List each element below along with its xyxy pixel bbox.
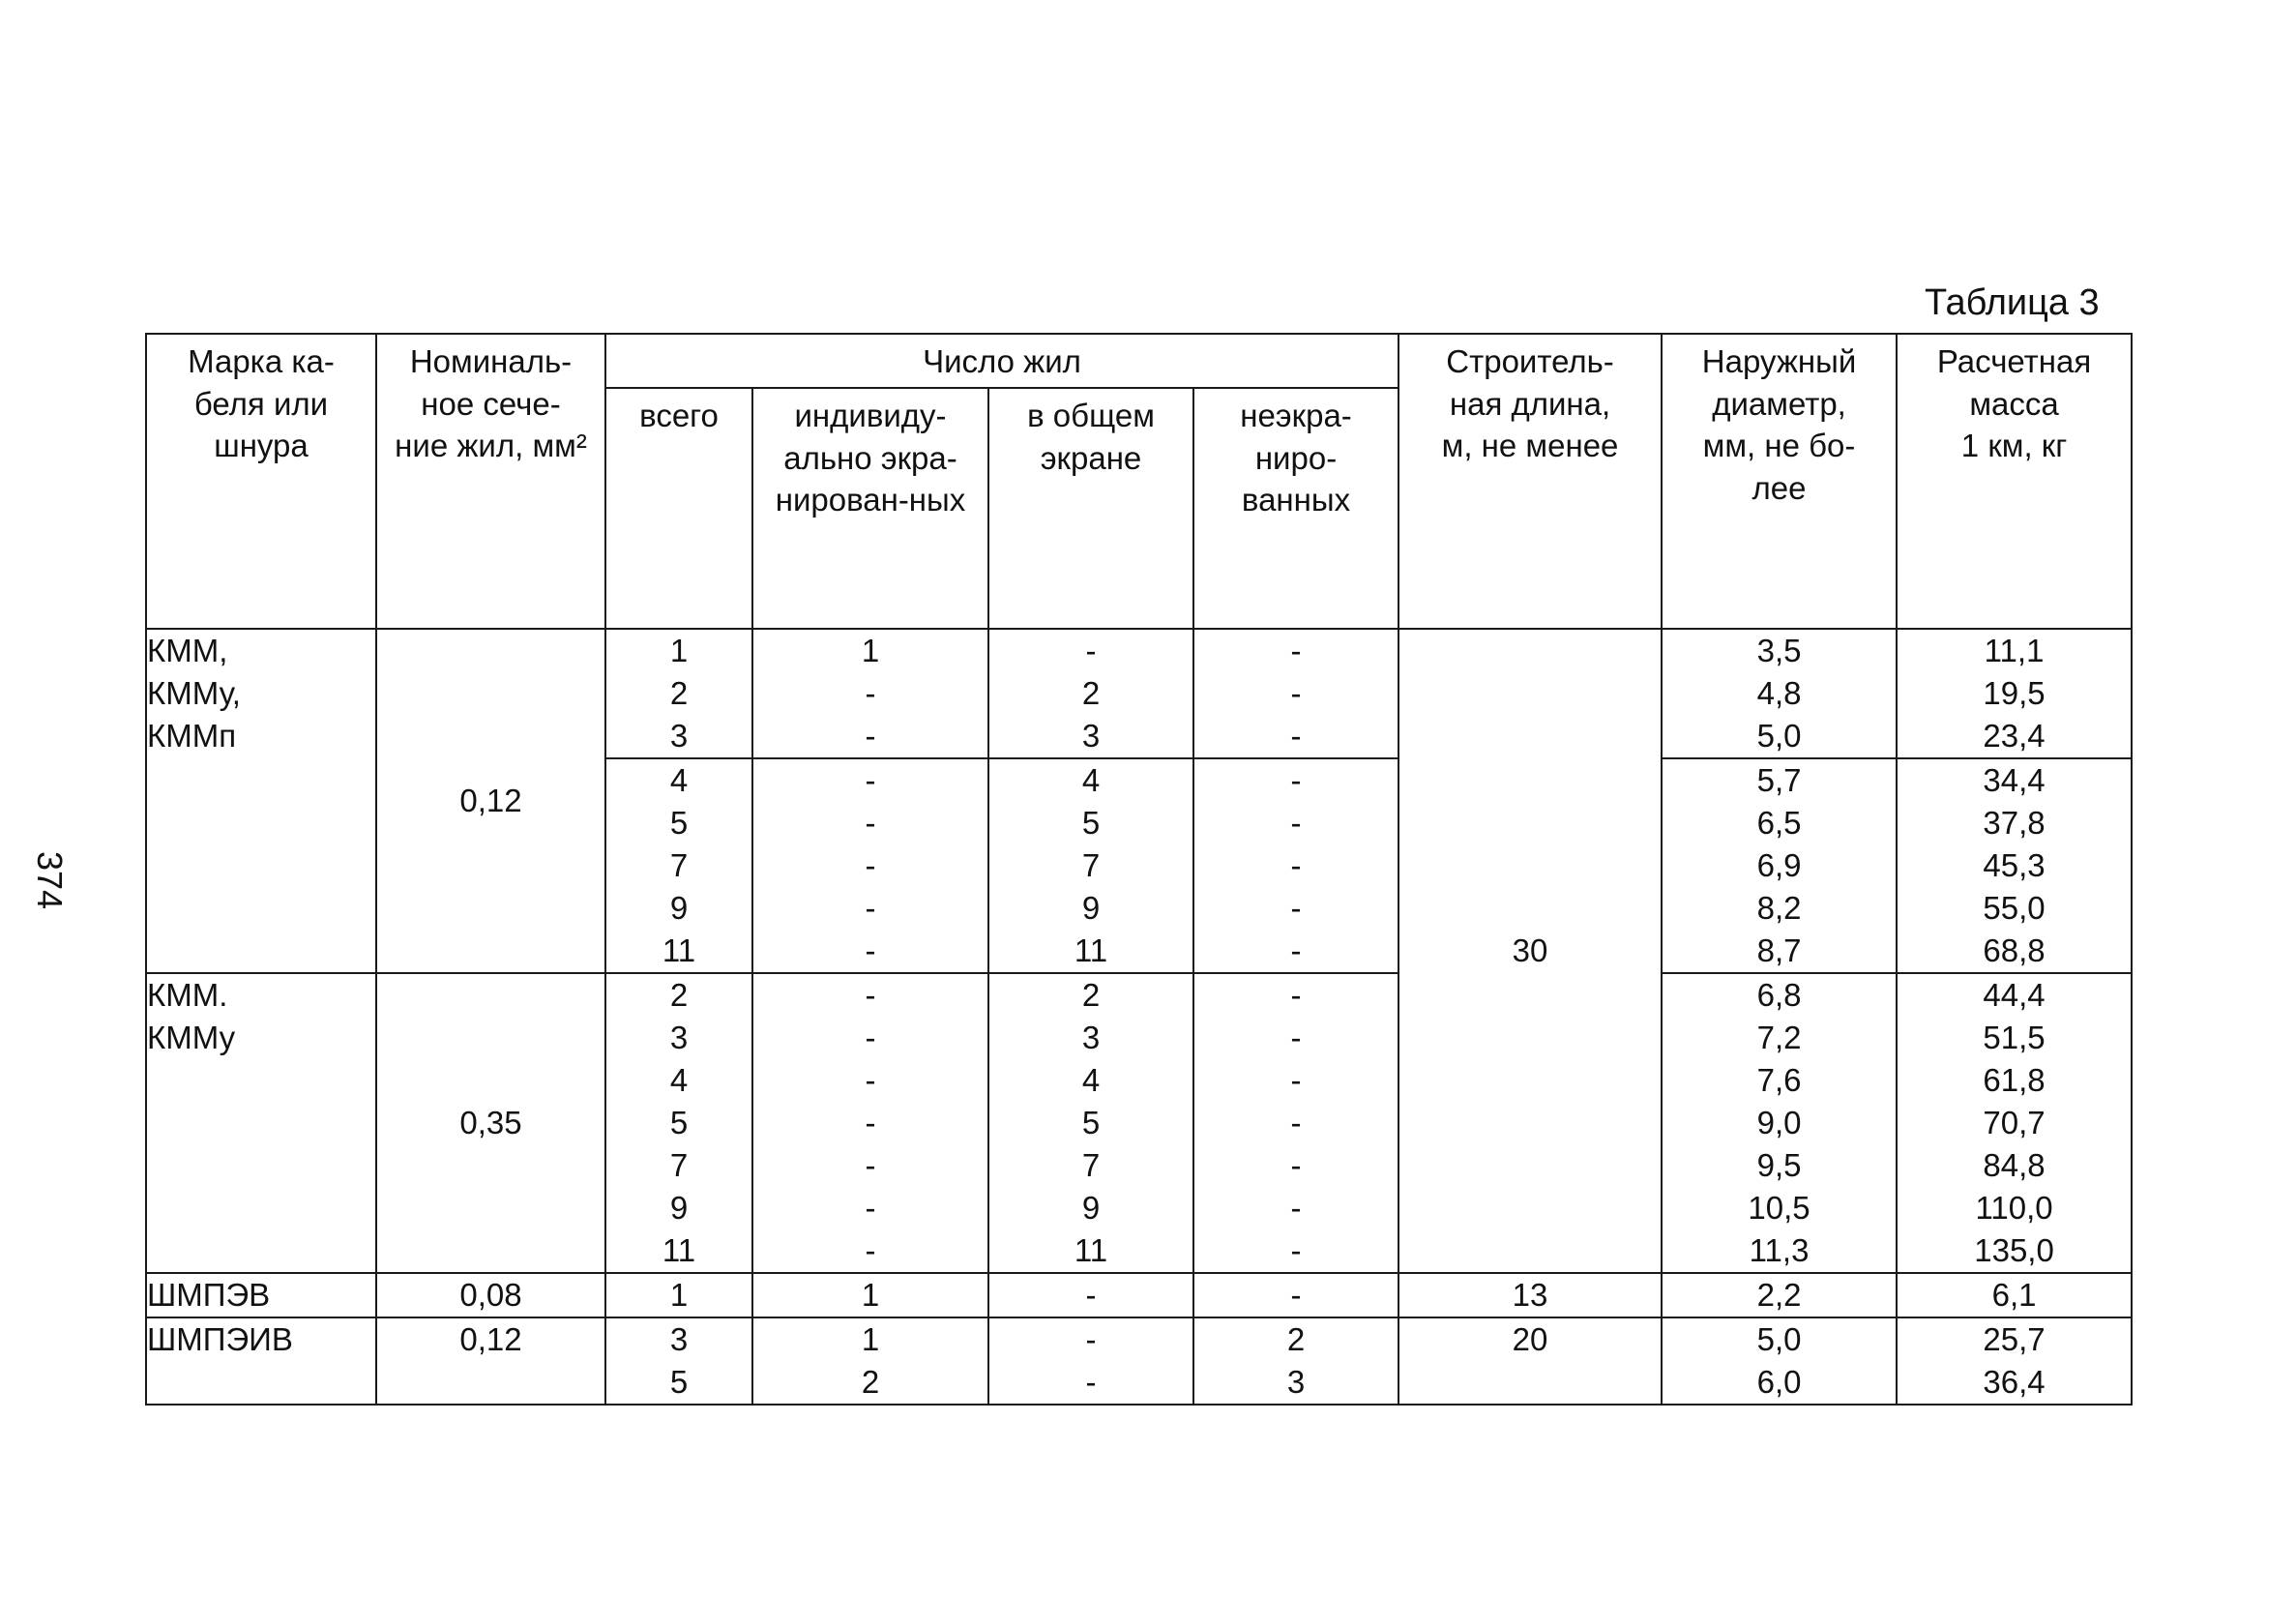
header-section (376, 334, 605, 629)
header-brand-text: Марка ка- беля или шнура (188, 343, 335, 464)
cell-unshielded: - - - (1193, 629, 1398, 758)
cell-section: 0,12 (376, 1317, 605, 1405)
table-row (146, 1317, 2132, 1405)
cell-total: 2 3 4 5 7 9 11 (605, 973, 752, 1273)
header-cores-unshielded-text: неэкра- ниро- ванных (1240, 398, 1352, 518)
cell-brand: ШМПЭИВ (146, 1317, 376, 1405)
cell-section: 0,35 (376, 973, 605, 1273)
cell-diameter: 2,2 (1662, 1273, 1897, 1317)
header-diameter-text: Наружный диаметр, мм, не бо- лее (1701, 343, 1857, 506)
cell-brand: КММ, КММу, КММп (146, 629, 376, 973)
cell-total: 1 (605, 1273, 752, 1317)
header-mass (1897, 334, 2132, 629)
header-cores-individual-text: индивиду- ально экра- нирован-ных (775, 398, 966, 518)
header-cores-individual (752, 388, 988, 629)
cell-diameter: 6,8 7,2 7,6 9,0 9,5 10,5 11,3 (1662, 973, 1897, 1273)
cell-mass: 11,1 19,5 23,4 (1897, 629, 2132, 758)
cell-common: 4 5 7 9 11 (988, 758, 1193, 973)
cell-mass: 6,1 (1897, 1273, 2132, 1317)
cell-mass: 25,7 36,4 (1897, 1317, 2132, 1405)
cable-spec-table (145, 333, 2133, 1406)
cell-individual: 1 - - (752, 629, 988, 758)
cell-brand: КММ. КММу (146, 973, 376, 1273)
header-mass-text: Расчетная масса 1 км, кг (1936, 343, 2092, 464)
cell-section: 0,08 (376, 1273, 605, 1317)
cell-individual: 1 (752, 1273, 988, 1317)
cell-common: - (988, 1273, 1193, 1317)
table-row (146, 1273, 2132, 1317)
cell-common: - 2 3 (988, 629, 1193, 758)
header-length-text: Строитель- ная длина, м, не менее (1441, 343, 1619, 464)
cell-common: - - (988, 1317, 1193, 1405)
header-brand (146, 334, 376, 629)
cell-common: 2 3 4 5 7 9 11 (988, 973, 1193, 1273)
header-row-1 (146, 334, 2132, 388)
table-row (146, 629, 2132, 758)
cell-section: 0,12 (376, 629, 605, 973)
cell-length: 13 (1398, 1273, 1662, 1317)
header-cores-common-text: в общем экране (1027, 398, 1155, 476)
header-cores-common (988, 388, 1193, 629)
table-caption: Таблица 3 (1925, 282, 2100, 323)
header-length (1398, 334, 1662, 629)
cell-diameter: 3,5 4,8 5,0 (1662, 629, 1897, 758)
cell-total: 1 2 3 (605, 629, 752, 758)
cell-individual: - - - - - - - (752, 973, 988, 1273)
cell-unshielded: - - - - - - - (1193, 973, 1398, 1273)
cell-individual: - - - - - (752, 758, 988, 973)
header-cores-group (605, 334, 1398, 388)
cell-mass: 44,4 51,5 61,8 70,7 84,8 110,0 135,0 (1897, 973, 2132, 1273)
cell-individual: 1 2 (752, 1317, 988, 1405)
cell-diameter: 5,7 6,5 6,9 8,2 8,7 (1662, 758, 1897, 973)
page-number: 374 (30, 851, 70, 910)
header-cores-unshielded (1193, 388, 1398, 629)
cell-total: 3 5 (605, 1317, 752, 1405)
cell-total: 4 5 7 9 11 (605, 758, 752, 973)
cell-unshielded: 2 3 (1193, 1317, 1398, 1405)
header-cores-group-text: Число жил (923, 343, 1081, 379)
cell-mass: 34,4 37,8 45,3 55,0 68,8 (1897, 758, 2132, 973)
cell-brand: ШМПЭВ (146, 1273, 376, 1317)
cell-unshielded: - - - - - (1193, 758, 1398, 973)
header-diameter (1662, 334, 1897, 629)
table-row (146, 973, 2132, 1273)
header-cores-total (605, 388, 752, 629)
cell-length: 20 (1398, 1317, 1662, 1405)
cell-length: 30 (1398, 629, 1662, 1273)
header-cores-total-text: всего (639, 398, 719, 433)
cell-diameter: 5,0 6,0 (1662, 1317, 1897, 1405)
cell-unshielded: - (1193, 1273, 1398, 1317)
header-section-text: Номиналь- ное сече- ние жил, мм² (395, 343, 587, 464)
